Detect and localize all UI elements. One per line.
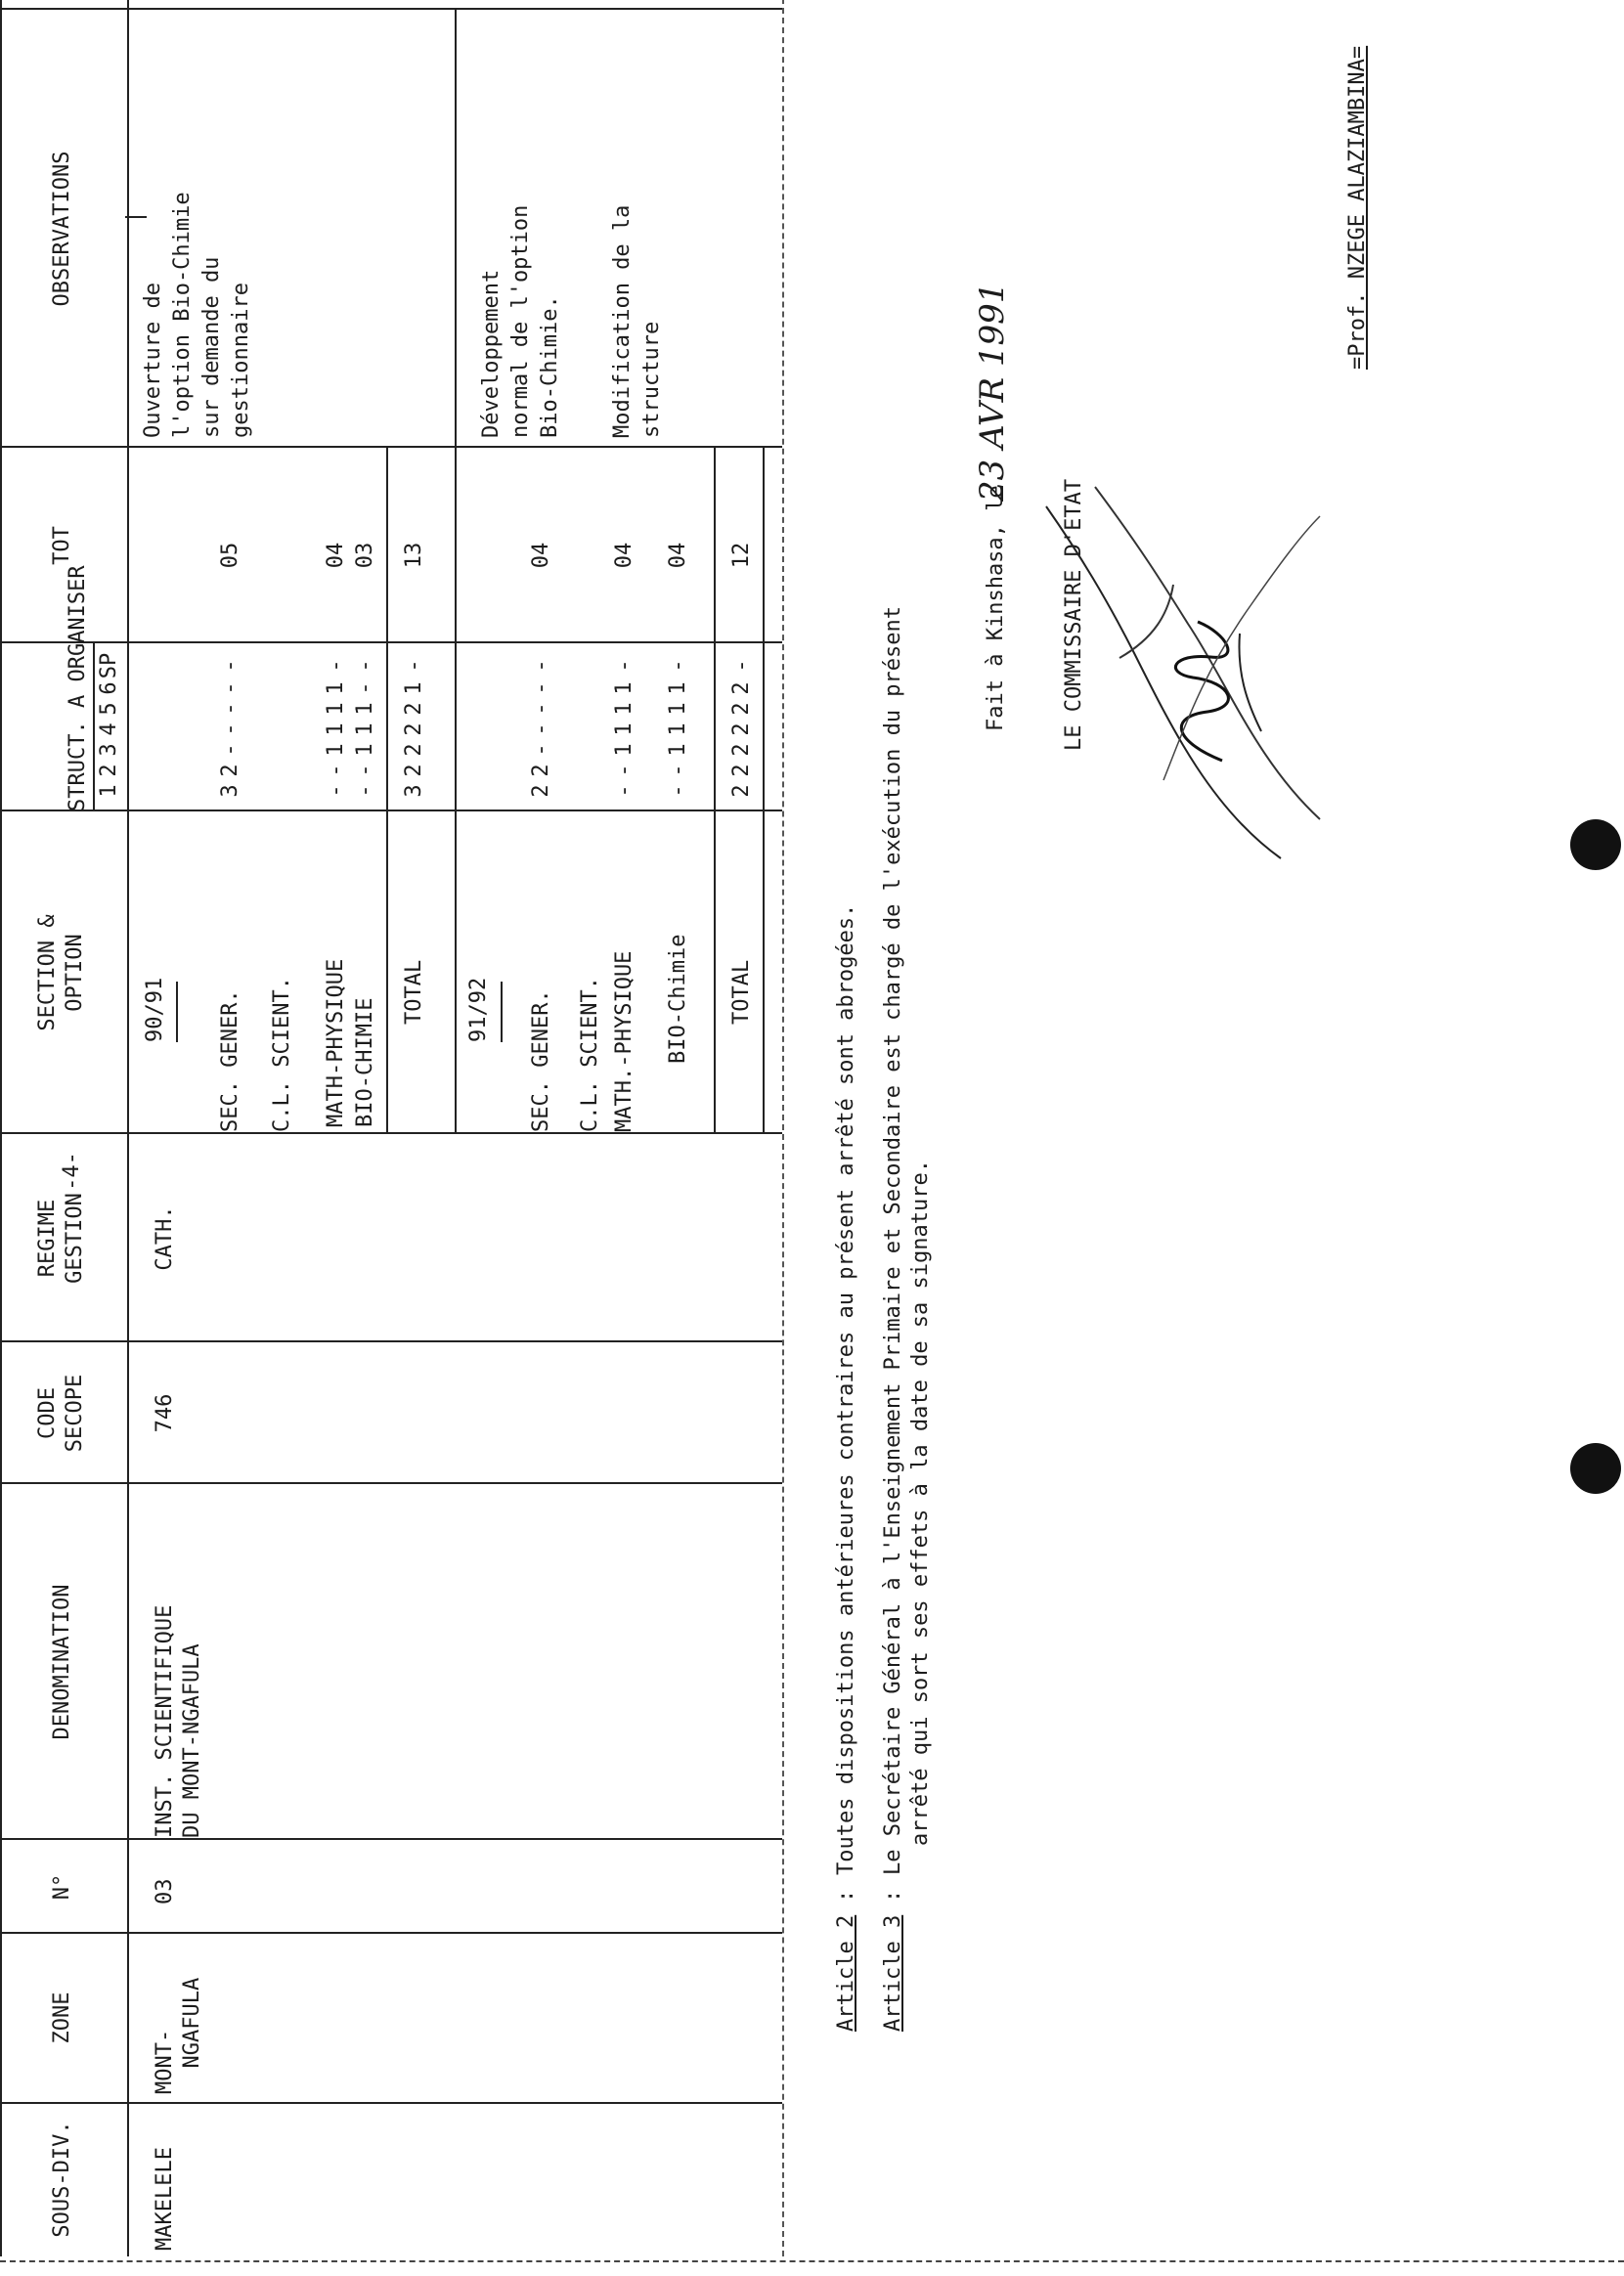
header-zone: ZONE xyxy=(50,1992,74,2044)
struct-cell: - xyxy=(353,681,377,695)
signature-title: LE COMMISSAIRE D'ETAT xyxy=(1062,478,1086,751)
header-observations: OBSERVATIONS xyxy=(50,151,74,307)
article-3-text: arrêté qui sort ses effets à la date de sa signature. xyxy=(908,1160,933,1846)
struct-cell: 2 xyxy=(529,784,553,798)
struct-cell: 2 xyxy=(529,764,553,777)
total-label: TOTAL xyxy=(729,959,754,1025)
struct-cell: - xyxy=(218,722,242,736)
struct-cell: 2 xyxy=(729,681,754,695)
section-sec-gener: SEC. GENER. xyxy=(218,989,242,1132)
struct-cell: 3 xyxy=(218,784,242,798)
page-left-dashed-rule xyxy=(0,2260,1624,2262)
header-tot: TOT xyxy=(50,526,74,565)
struct-cell: 1 xyxy=(353,743,377,757)
observation-text: Développement normal de l'option Bio-Chimie. xyxy=(479,204,562,438)
struct-cell: 2 xyxy=(729,764,754,777)
struct-cell: - xyxy=(612,659,636,673)
struct-cell: 3 xyxy=(402,784,426,798)
article-2-colon: : xyxy=(834,1889,858,1903)
article-2-text: Toutes dispositions antérieures contraires au présent arrêté sont abrogées. xyxy=(834,903,858,1875)
struct-cell: 2 xyxy=(402,743,426,757)
column-rule-7 xyxy=(0,810,782,811)
header-regime-gestion: REGIME GESTION xyxy=(35,1193,87,1284)
tot-cell: 05 xyxy=(218,542,242,569)
struct-cell: 1 xyxy=(402,681,426,695)
option-math-physique: MATH.-PHYSIQUE xyxy=(612,950,636,1132)
total-label: TOTAL xyxy=(402,959,426,1025)
header-struct-a-organiser: STRUCT. A ORGANISER xyxy=(66,565,90,811)
tot-cell: 04 xyxy=(529,542,553,569)
article-2-label: Article 2 xyxy=(834,1914,858,2032)
header-denomination: DENOMINATION xyxy=(50,1584,74,1740)
struct-number-divider xyxy=(93,643,95,811)
table-header-divider xyxy=(127,0,129,2256)
header-struct-col: 5 xyxy=(97,702,121,716)
punch-hole xyxy=(1570,819,1621,870)
header-struct-col: 1 xyxy=(97,784,121,798)
section-cl-scient: C.L. SCIENT. xyxy=(270,977,294,1132)
section-sec-gener: SEC. GENER. xyxy=(529,989,553,1132)
punch-hole xyxy=(1570,1443,1621,1494)
struct-cell: - xyxy=(218,659,242,673)
struct-cell: 1 xyxy=(666,702,690,716)
handwritten-signature xyxy=(1027,467,1339,878)
tot-cell: 13 xyxy=(402,542,426,569)
struct-cell: - xyxy=(218,681,242,695)
header-struct-col: SP xyxy=(97,652,121,679)
struct-cell: 1 xyxy=(324,743,348,757)
observation-text: Ouverture de l'option Bio-Chimie sur demande du gestionnaire xyxy=(141,192,253,438)
article-3-label: Article 3 xyxy=(881,1914,905,2032)
struct-cell: 1 xyxy=(324,722,348,736)
table-bottom-dashed-rule xyxy=(782,0,784,2256)
underline-year-91-92 xyxy=(501,982,503,1042)
tot-cell: 04 xyxy=(666,542,690,569)
struct-cell: 1 xyxy=(612,702,636,716)
struct-cell: 1 xyxy=(353,702,377,716)
header-struct-col: 4 xyxy=(97,722,121,736)
struct-cell: - xyxy=(353,764,377,777)
column-rule-6 xyxy=(0,1132,782,1134)
struct-cell: 1 xyxy=(612,722,636,736)
header-struct-col: 6 xyxy=(97,681,121,695)
struct-cell: - xyxy=(612,764,636,777)
signature-place: Fait à Kinshasa, le xyxy=(984,485,1008,731)
header-struct-col: 2 xyxy=(97,764,121,777)
article-3-colon: : xyxy=(881,1889,905,1903)
struct-cell: - xyxy=(218,702,242,716)
struct-cell: 1 xyxy=(666,681,690,695)
column-rule-5 xyxy=(0,1340,782,1342)
struct-cell: - xyxy=(353,659,377,673)
total-rule-91-92-bottom xyxy=(763,448,765,1134)
option-bio-chimie: BIO-CHIMIE xyxy=(353,997,377,1127)
page-number: -4- xyxy=(60,1152,84,1191)
struct-cell: 2 xyxy=(402,702,426,716)
cell-denomination: INST. SCIENTIFIQUE DU MONT-NGAFULA xyxy=(153,1604,204,1838)
struct-cell: 1 xyxy=(612,681,636,695)
tot-cell: 04 xyxy=(612,542,636,569)
header-section-option: SECTION & OPTION xyxy=(35,914,87,1031)
struct-cell: 1 xyxy=(612,743,636,757)
struct-cell: - xyxy=(666,764,690,777)
struct-cell: 1 xyxy=(324,702,348,716)
cell-sous-div: MAKELELE xyxy=(153,2147,177,2251)
total-rule-90-91-top xyxy=(386,448,388,1134)
struct-cell: 1 xyxy=(666,722,690,736)
option-math-physique: MATH-PHYSIQUE xyxy=(324,958,348,1127)
cell-regime: CATH. xyxy=(153,1205,177,1271)
header-struct-col: 3 xyxy=(97,743,121,757)
underline-year-90-91 xyxy=(176,982,178,1042)
column-rule-9 xyxy=(0,446,782,448)
struct-cell: - xyxy=(402,659,426,673)
struct-cell: - xyxy=(729,659,754,673)
struct-cell: - xyxy=(529,702,553,716)
column-rule-2 xyxy=(0,1932,782,1934)
struct-cell: - xyxy=(218,743,242,757)
section-cl-scient: C.L. SCIENT. xyxy=(578,977,602,1132)
struct-cell: - xyxy=(324,784,348,798)
struct-cell: 2 xyxy=(729,702,754,716)
struct-cell: 1 xyxy=(353,722,377,736)
header-sous-div: SOUS-DIV. xyxy=(50,2121,74,2238)
column-rule-8 xyxy=(0,641,782,643)
article-3-text: Le Secrétaire Général à l'Enseignement Primaire et Secondaire est chargé de l'exécution du présent xyxy=(881,605,905,1875)
struct-cell: 2 xyxy=(729,743,754,757)
struct-cell: 2 xyxy=(729,784,754,798)
cell-numero: 03 xyxy=(153,1878,177,1904)
struct-cell: 2 xyxy=(402,764,426,777)
header-code-secope: CODE SECOPE xyxy=(35,1374,87,1453)
header-numero: N° xyxy=(50,1873,74,1901)
struct-cell: 2 xyxy=(218,764,242,777)
total-rule-90-91-bottom xyxy=(455,10,457,1134)
year-label-91-92: 91/92 xyxy=(466,977,491,1042)
struct-cell: 2 xyxy=(402,722,426,736)
struct-cell: - xyxy=(529,659,553,673)
year-label-90-91: 90/91 xyxy=(143,977,167,1042)
struct-cell: - xyxy=(666,659,690,673)
struct-cell: 1 xyxy=(324,681,348,695)
observation-text: Modification de la structure xyxy=(610,204,664,438)
cell-zone: MONT- NGAFULA xyxy=(153,1977,204,2094)
column-rule-1 xyxy=(0,2102,782,2104)
option-bio-chimie: BIO-Chimie xyxy=(666,934,690,1064)
signature-name: =Prof. NZEGE ALAZIAMBINA= xyxy=(1345,45,1370,370)
struct-cell: - xyxy=(324,764,348,777)
tot-cell: 04 xyxy=(324,542,348,569)
struct-cell: - xyxy=(666,784,690,798)
struct-cell: - xyxy=(353,784,377,798)
column-rule-10 xyxy=(0,8,782,10)
column-rule-3 xyxy=(0,1838,782,1840)
total-rule-91-92-top xyxy=(714,448,716,1134)
struct-cell: - xyxy=(529,681,553,695)
struct-cell: - xyxy=(612,784,636,798)
struct-cell: 1 xyxy=(666,743,690,757)
column-rule-4 xyxy=(0,1482,782,1484)
struct-cell: - xyxy=(324,659,348,673)
struct-cell: 2 xyxy=(729,722,754,736)
tot-cell: 03 xyxy=(353,542,377,569)
struct-cell: - xyxy=(529,722,553,736)
table-top-border xyxy=(0,0,2,2256)
signature-date-stamp: 23 AVR 1991 xyxy=(973,282,1012,502)
struct-cell: - xyxy=(529,743,553,757)
tot-cell: 12 xyxy=(729,542,754,569)
cell-code-secope: 746 xyxy=(153,1393,177,1433)
